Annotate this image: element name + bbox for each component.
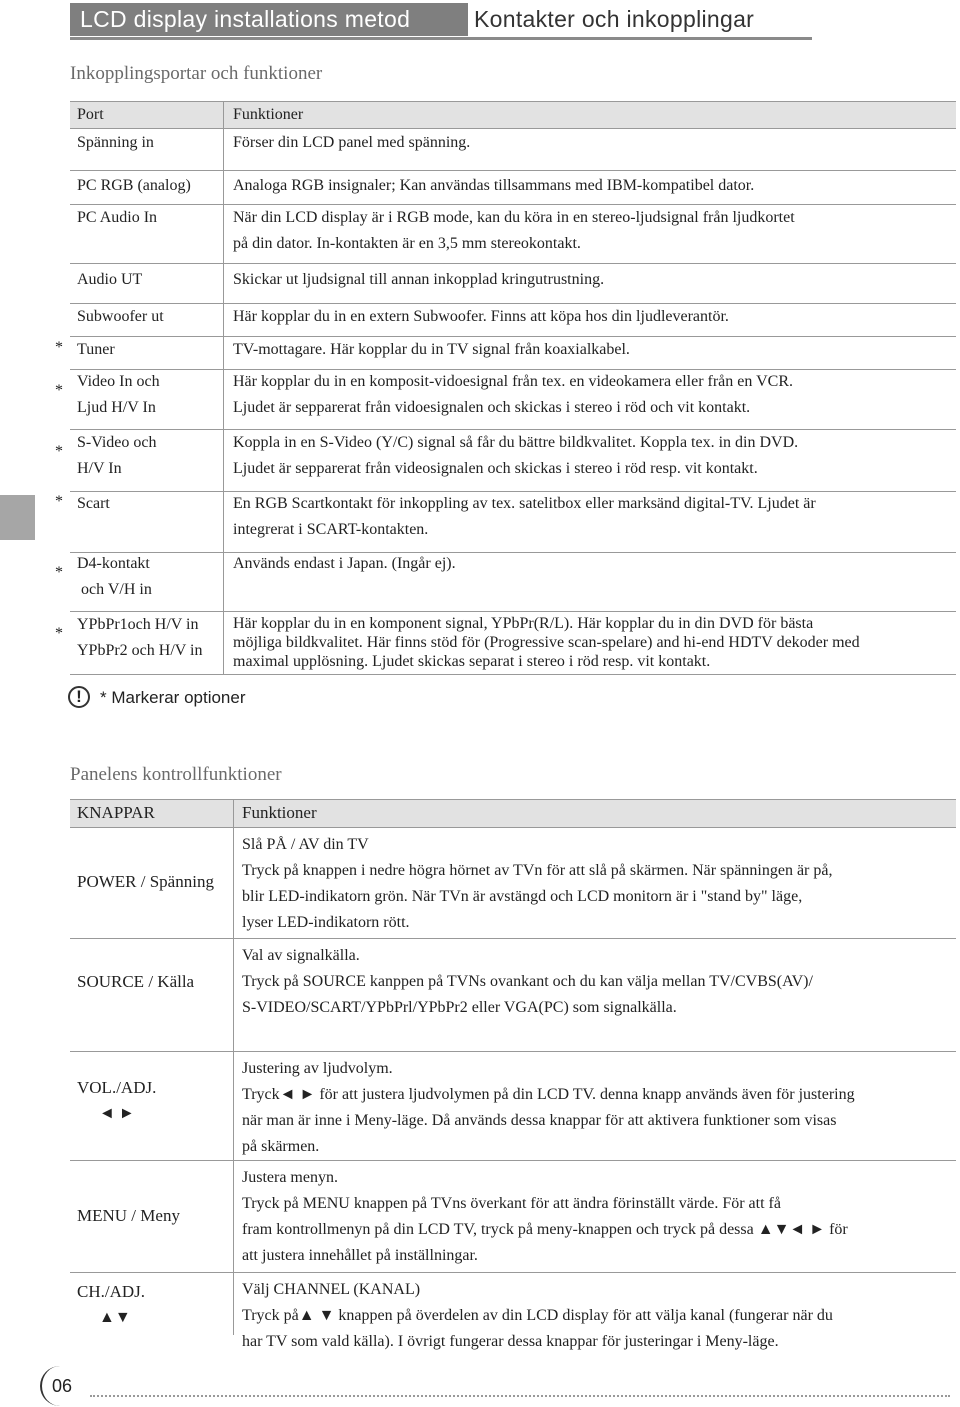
optional-marker: * bbox=[55, 564, 63, 581]
section-title-controls: Panelens kontrollfunktioner bbox=[70, 764, 282, 785]
ports-table-divider bbox=[223, 101, 224, 675]
port-function-line: Analoga RGB insignaler; Kan användas tillsammans med IBM-kompatibel dator. bbox=[233, 177, 755, 194]
page-header bbox=[70, 3, 812, 39]
port-function-line: Skickar ut ljudsignal till annan inkopplad kringutrustning. bbox=[233, 271, 605, 288]
port-function-line: möjliga bildkvalitet. Här finns stöd för (Progressive scan-spelare) and hi-end HDTV dekoder med bbox=[233, 634, 860, 651]
table-row bbox=[70, 302, 956, 337]
port-name-line: H/V In bbox=[77, 460, 122, 477]
button-function bbox=[242, 1277, 948, 1355]
button-function bbox=[242, 943, 948, 1021]
table-row bbox=[70, 265, 956, 304]
button-function-line: Tryck på▲ ▼ knappen på överdelen av din LCD display för att välja kanal (fungerar när du bbox=[242, 1307, 833, 1324]
table-row bbox=[70, 828, 956, 939]
port-function-line: Ljudet är sepparerat från videosignalen och skickas i stereo i röd resp. vit kontakt. bbox=[233, 460, 758, 477]
col-header-functions: Funktioner bbox=[233, 106, 304, 123]
header-title-left: LCD display installations metod bbox=[70, 3, 468, 36]
table-row bbox=[70, 203, 956, 264]
button-name bbox=[77, 1075, 156, 1127]
port-name bbox=[77, 551, 152, 603]
port-name-line: Subwoofer ut bbox=[77, 308, 164, 325]
port-function-line: TV-mottagare. Här kopplar du in TV signal från koaxialkabel. bbox=[233, 341, 630, 358]
port-name-line: PC RGB (analog) bbox=[77, 177, 191, 194]
button-function-line: blir LED-indikatorn grön. När TVn är avstängd och LCD monitorn är i "stand by" läge, bbox=[242, 888, 803, 905]
table-row bbox=[55, 491, 956, 553]
col-header-functions-2: Funktioner bbox=[242, 803, 317, 822]
button-name bbox=[77, 969, 194, 995]
port-function bbox=[233, 430, 945, 482]
table-row bbox=[55, 551, 956, 612]
button-function-line: Justering av ljudvolym. bbox=[242, 1060, 393, 1077]
port-name-line: YPbPr1och H/V in bbox=[77, 616, 199, 633]
table-row bbox=[55, 430, 956, 492]
port-function-line: integrerat i SCART-kontakten. bbox=[233, 521, 429, 538]
table-row bbox=[70, 1052, 956, 1161]
port-name bbox=[77, 304, 164, 330]
button-function bbox=[242, 1056, 948, 1160]
port-name bbox=[77, 173, 191, 199]
port-name-line: YPbPr2 och H/V in bbox=[77, 642, 203, 659]
optional-marker: * bbox=[55, 625, 63, 642]
port-name bbox=[77, 612, 203, 664]
port-function bbox=[233, 337, 945, 363]
col-header-buttons: KNAPPAR bbox=[77, 803, 155, 822]
table-row bbox=[70, 171, 956, 205]
port-function-line: Ljudet är sepparerat från vidoesignalen och skickas i stereo i röd och vit kontakt. bbox=[233, 399, 751, 416]
port-function-line: Koppla in en S-Video (Y/C) signal så får du bättre bildkvalitet. Koppla tex. in din DVD. bbox=[233, 434, 799, 451]
footer-dotted-rule bbox=[90, 1395, 950, 1397]
button-function bbox=[242, 1165, 948, 1269]
ports-table bbox=[55, 101, 956, 675]
header-underline bbox=[70, 37, 812, 40]
button-function-line: Tryck på MENU knappen på TVns överkant för att ändra förinställt värde. För att få bbox=[242, 1195, 781, 1212]
header-title-right: Kontakter och inkopplingar bbox=[474, 6, 755, 32]
button-label: CH./ADJ. bbox=[77, 1282, 146, 1301]
port-name bbox=[77, 267, 142, 293]
button-name bbox=[77, 1279, 145, 1331]
button-function-line: på skärmen. bbox=[242, 1138, 320, 1155]
button-function-line: när man är inne i Meny-läge. Då används dessa knappar för att aktivera funktioner som visas bbox=[242, 1112, 837, 1129]
port-function bbox=[233, 614, 945, 671]
port-function bbox=[233, 173, 945, 199]
port-name bbox=[77, 205, 157, 231]
button-function-line: lyser LED-indikatorn rött. bbox=[242, 914, 410, 931]
arrow-keys-icon: ◄ ► bbox=[99, 1105, 135, 1122]
port-function-line: Här kopplar du in en extern Subwoofer. Finns att köpa hos din ljudleverantör. bbox=[233, 308, 729, 325]
port-name bbox=[77, 337, 115, 363]
port-function bbox=[233, 369, 945, 421]
button-function bbox=[242, 832, 948, 936]
controls-table-header bbox=[70, 799, 956, 828]
port-name-line: och V/H in bbox=[77, 581, 152, 598]
button-function-line: Justera menyn. bbox=[242, 1169, 338, 1186]
port-function-line: En RGB Scartkontakt för inkoppling av tex. satelitbox eller marksänd digital-TV. Ljudet är bbox=[233, 495, 816, 512]
warning-icon: ! bbox=[68, 686, 90, 708]
button-function-line: Val av signalkälla. bbox=[242, 947, 360, 964]
col-header-port: Port bbox=[77, 106, 104, 123]
button-function-line: Tryck◄ ► för att justera ljudvolymen på din LCD TV. denna knapp används även för justering bbox=[242, 1086, 855, 1103]
button-name bbox=[77, 1203, 180, 1229]
port-function bbox=[233, 491, 945, 543]
button-label: MENU / Meny bbox=[77, 1206, 180, 1225]
table-row bbox=[70, 128, 956, 171]
table-row bbox=[55, 337, 956, 370]
button-function-line: S-VIDEO/SCART/YPbPrl/YPbPr2 eller VGA(PC) som signalkälla. bbox=[242, 999, 677, 1016]
side-tab-marker bbox=[0, 495, 35, 540]
port-function-line: Här kopplar du in en komposit-vidoesignal från tex. en videokamera eller från en VCR. bbox=[233, 373, 793, 390]
button-function-line: Tryck på SOURCE kanppen på TVNs ovankant och du kan välja mellan TV/CVBS(AV)/ bbox=[242, 973, 813, 990]
optional-marker: * bbox=[55, 339, 63, 356]
port-function-line: maximal upplösning. Ljudet skickas separat i stereo i röd resp. vit kontakt. bbox=[233, 653, 711, 670]
optional-marker: * bbox=[55, 443, 63, 460]
port-name bbox=[77, 369, 160, 421]
port-name-line: Video In och bbox=[77, 373, 160, 390]
port-function-line: Förser din LCD panel med spänning. bbox=[233, 134, 471, 151]
port-name bbox=[77, 430, 156, 482]
button-function-line: Tryck på knappen i nedre högra hörnet av TVn för att slå på skärmen. När spänningen är på, bbox=[242, 862, 833, 879]
port-name-line: Tuner bbox=[77, 341, 115, 358]
section-title-ports: Inkopplingsportar och funktioner bbox=[70, 63, 323, 84]
port-name bbox=[77, 130, 154, 156]
button-function-line: att justera innehållet på inställningar. bbox=[242, 1247, 478, 1264]
port-function-line: När din LCD display är i RGB mode, kan du köra in en stereo-ljudsignal från ljudkortet bbox=[233, 209, 795, 226]
port-function bbox=[233, 205, 945, 257]
button-label: POWER / Spänning bbox=[77, 872, 214, 891]
options-note: * Markerar optioner bbox=[100, 688, 246, 707]
button-label: VOL./ADJ. bbox=[77, 1078, 157, 1097]
button-function-line: Välj CHANNEL (KANAL) bbox=[242, 1281, 421, 1298]
port-function bbox=[233, 130, 945, 156]
optional-marker: * bbox=[55, 493, 63, 510]
port-function-line: Här kopplar du in en komponent signal, YPbPr(R/L). Här kopplar du in din DVD för bästa bbox=[233, 615, 814, 632]
controls-table-divider bbox=[233, 799, 234, 1335]
port-function-line: Används endast i Japan. (Ingår ej). bbox=[233, 555, 456, 572]
port-name-line: S-Video och bbox=[77, 434, 157, 451]
table-row bbox=[70, 1273, 956, 1350]
table-row bbox=[70, 939, 956, 1052]
port-name-line: Ljud H/V In bbox=[77, 399, 156, 416]
port-name bbox=[77, 491, 110, 517]
optional-marker: * bbox=[55, 382, 63, 399]
page-number: 06 bbox=[52, 1376, 73, 1396]
port-name-line: PC Audio In bbox=[77, 209, 158, 226]
port-function-line: på din dator. In-kontakten är en 3,5 mm stereokontakt. bbox=[233, 235, 581, 252]
port-name-line: Spänning in bbox=[77, 134, 154, 151]
button-function-line: fram kontrollmenyn på din LCD TV, tryck på meny-knappen och tryck på dessa ▲▼◄ ► för bbox=[242, 1221, 848, 1238]
port-function bbox=[233, 267, 945, 293]
port-name-line: D4-kontakt bbox=[77, 555, 150, 572]
port-name-line: Scart bbox=[77, 495, 110, 512]
ports-table-header bbox=[70, 101, 956, 129]
port-function bbox=[233, 304, 945, 330]
arrow-keys-icon: ▲▼ bbox=[99, 1309, 131, 1326]
controls-table bbox=[70, 799, 956, 1350]
port-function bbox=[233, 551, 945, 577]
button-label: SOURCE / Källa bbox=[77, 972, 195, 991]
table-row bbox=[55, 369, 956, 430]
table-row bbox=[55, 612, 956, 675]
port-name-line: Audio UT bbox=[77, 271, 143, 288]
table-row bbox=[70, 1161, 956, 1273]
button-name bbox=[77, 869, 214, 895]
button-function-line: Slå PÅ / AV din TV bbox=[242, 836, 369, 853]
button-function-line: har TV som vald källa). I övrigt fungerar dessa knappar för justeringar i Meny-läge. bbox=[242, 1333, 779, 1350]
